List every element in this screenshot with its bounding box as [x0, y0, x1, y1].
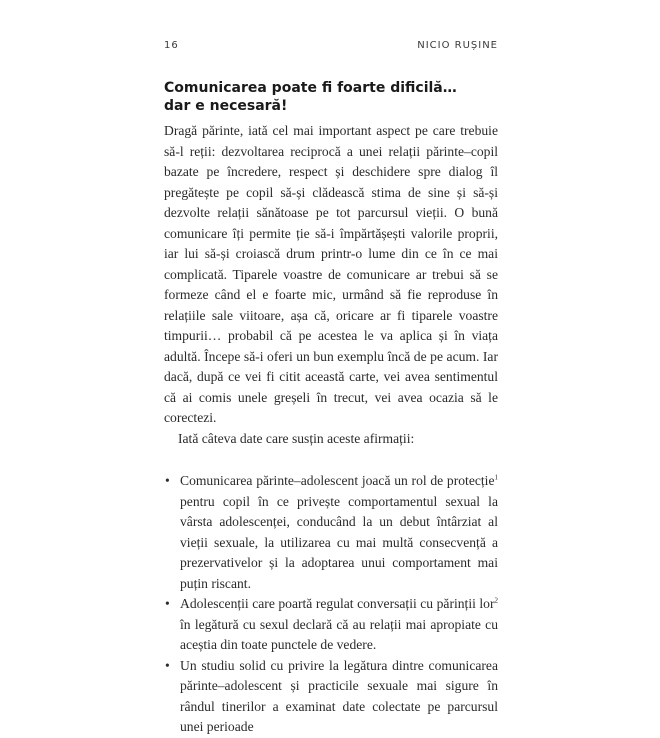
lead-in-paragraph: Iată câteva date care susțin aceste afirmații: [178, 430, 415, 446]
page-number: 16 [164, 40, 179, 51]
bullet-list [164, 471, 498, 738]
heading-line-1: Comunicarea poate fi foarte dificilă… [164, 80, 457, 96]
section-heading [164, 79, 484, 115]
book-title: NICIO RUȘINE [417, 40, 498, 51]
heading-line-2: dar e necesară! [164, 98, 288, 114]
list-item: • Adolescenții care poartă regulat conversații cu părinții lor$^2$ în legătură cu sexul declară că au relații mai apropiate cu aceștia din toate punctele de vedere. [164, 594, 498, 656]
footnote-ref: 2 [494, 596, 498, 605]
list-item: • Un studiu solid cu privire la legătura dintre comunicarea părinte–adolescent și practicile sexuale mai sigure în rândul tinerilor a examinat date colectate pe parcursul unei perioade [164, 656, 498, 738]
intro-paragraph: Dragă părinte, iată cel mai important aspect pe care trebuie să-l reții: dezvoltarea reciprocă a unei relații părinte–copil bazate pe încredere, respect și deschidere spre dialog îl pregătește pe copil să-și clădească stima de sine și să-și dezvolte relații sănătoase pe tot parcursul vieții. O bună comunicare îți permite ție să-i împărtășești valorile proprii, iar lui să-și croiască drum printr-o lume din ce în ce mai complicată. Tiparele voastre de comunicare ar trebui să se formeze când el e foarte mic, urmând să fie reproduse în relațiile sale viitoare, așa că, oricare ar fi tiparele voastre timpurii… probabil că pe acestea le va aplica și în viața adultă. Începe să-i oferi un bun exemplu încă de pe acum. Iar dacă, după ce vei fi citit această carte, vei avea sentimentul că ai comis unele greșeli în trecut, vei avea ocazia să le corectezi. [164, 123, 498, 425]
list-item: • Comunicarea părinte–adolescent joacă un rol de protecție$^1$ pentru copil în ce privește comportamentul sexual la vârsta adolescenței, conducând la un debut întârziat al vieții sexuale, la utilizarea cu mai multă consecvență a prezervativelor și la adoptarea unui comportament mai puțin riscant. [164, 471, 498, 594]
footnote-ref: 1 [494, 473, 498, 482]
body-text [164, 121, 498, 738]
